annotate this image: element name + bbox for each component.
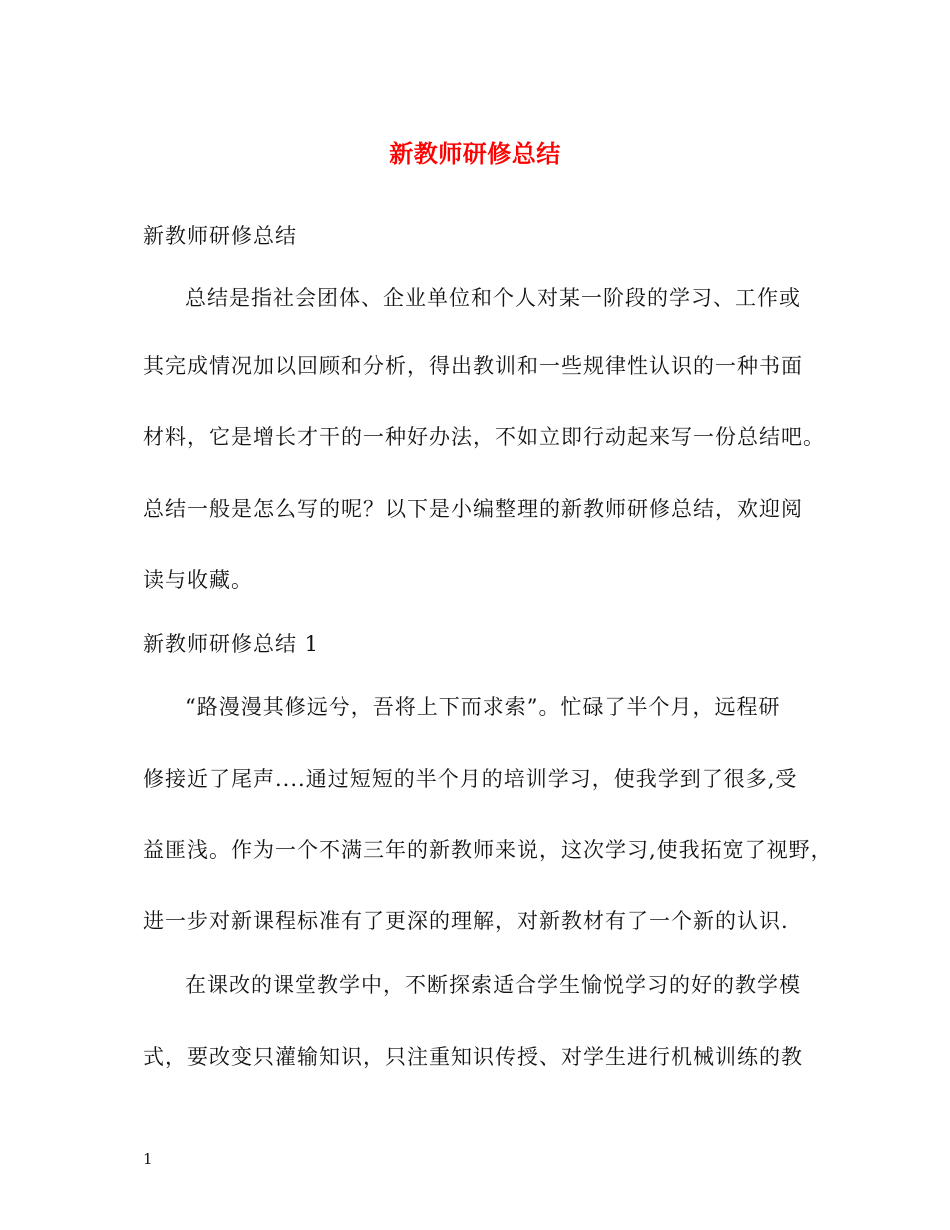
paragraph2-line-2: 式，要改变只灌输知识，只注重知识传授、对学生进行机械训练的教: [143, 1045, 803, 1069]
intro-line-2: 其完成情况加以回顾和分析，得出教训和一些规律性认识的一种书面: [143, 354, 803, 378]
paragraph1-line-1: “路漫漫其修远兮，吾将上下而求索”。忙碌了半个月，远程研: [185, 695, 781, 719]
page-number: 1: [143, 1150, 153, 1168]
paragraph2-line-1: 在课改的课堂教学中，不断探索适合学生愉悦学习的好的教学模: [185, 973, 801, 997]
intro-line-1: 总结是指社会团体、企业单位和个人对某一阶段的学习、工作或: [185, 286, 801, 310]
intro-line-4: 总结一般是怎么写的呢？以下是小编整理的新教师研修总结，欢迎阅: [143, 497, 803, 521]
intro-line-5: 读与收藏。: [143, 568, 253, 592]
section-heading-1: 新教师研修总结 1: [143, 632, 320, 656]
document-title: 新教师研修总结: [389, 139, 561, 168]
paragraph1-line-2: 修接近了尾声....通过短短的半个月的培训学习，使我学到了很多,受: [143, 767, 798, 791]
paragraph1-line-3: 益匪浅。作为一个不满三年的新教师来说，这次学习,使我拓宽了视野，: [143, 838, 833, 862]
document-subtitle: 新教师研修总结: [143, 224, 297, 248]
intro-line-3: 材料，它是增长才干的一种好办法，不如立即行动起来写一份总结吧。: [143, 425, 825, 449]
paragraph1-line-4: 进一步对新课程标准有了更深的理解，对新教材有了一个新的认识.: [143, 909, 789, 933]
